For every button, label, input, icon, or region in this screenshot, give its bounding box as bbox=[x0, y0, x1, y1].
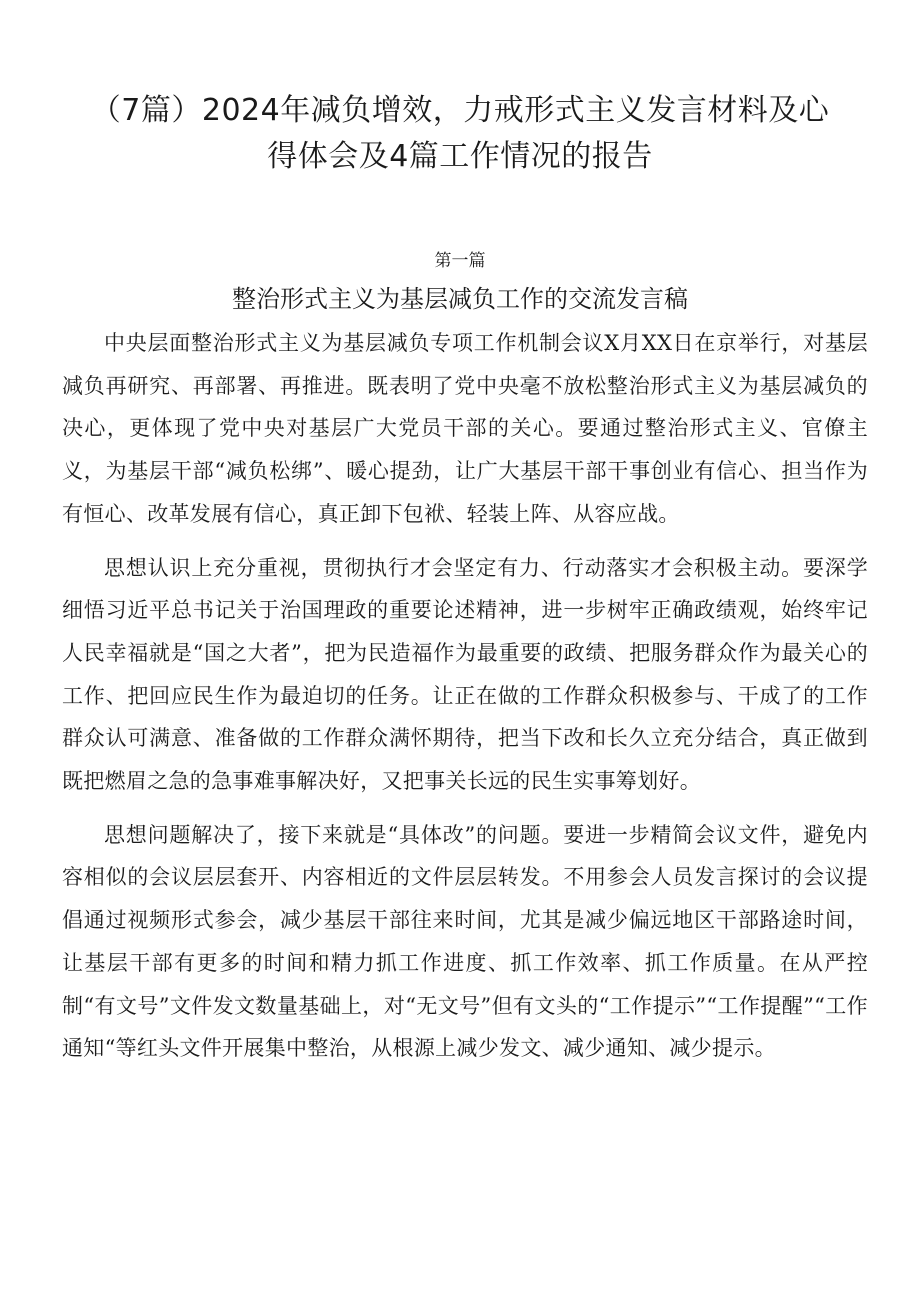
document-body bbox=[62, 322, 868, 1081]
section-title: 整治形式主义为基层减负工作的交流发言稿 bbox=[232, 285, 688, 313]
document-title-line-1: （7篇）2024年减负增效，力戒形式主义发言材料及心 bbox=[90, 93, 830, 128]
section-number-label: 第一篇 bbox=[434, 251, 486, 271]
paragraph-2: 思想认识上充分重视，贯彻执行才会坚定有力、行动落实才会积极主动。要深学细悟习近平总书记关于治国理政的重要论述精神，进一步树牢正确政绩观，始终牢记人民幸福就是“国之大者”，把为民造福作为最重要的政绩、把服务群众作为最关心的工作、把回应民生作为最迫切的任务。让正在做的工作群众积极参与、干成了的工作群众认可满意、准备做的工作群众满怀期待，把当下改和长久立充分结合，真正做到既把燃眉之急的急事难事解决好，又把事关长远的民生实事筹划好。 bbox=[62, 555, 868, 794]
paragraph-3: 思想问题解决了，接下来就是“具体改”的问题。要进一步精简会议文件，避免内容相似的会议层层套开、内容相近的文件层层转发。不用参会人员发言探讨的会议提倡通过视频形式参会，减少基层干部往来时间，尤其是减少偏远地区干部路途时间，让基层干部有更多的时间和精力抓工作进度、抓工作效率、抓工作质量。在从严控制“有文号”文件发文数量基础上，对“无文号”但有文头的“工作提示”“工作提醒”“工作通知“等红头文件开展集中整治，从根源上减少发文、减少通知、减少提示。 bbox=[62, 822, 868, 1061]
paragraph-1: 中央层面整治形式主义为基层减负专项工作机制会议X月XX日在京举行，对基层减负再研究、再部署、再推进。既表明了党中央毫不放松整治形式主义为基层减负的决心，更体现了党中央对基层广大党员干部的关心。要通过整治形式主义、官僚主义，为基层干部“减负松绑”、暖心提劲，让广大基层干部干事创业有信心、担当作为有恒心、改革发展有信心，真正卸下包袱、轻装上阵、从容应战。 bbox=[62, 331, 868, 526]
document-title-line-2: 得体会及4篇工作情况的报告 bbox=[267, 139, 653, 174]
document-title bbox=[60, 88, 860, 180]
